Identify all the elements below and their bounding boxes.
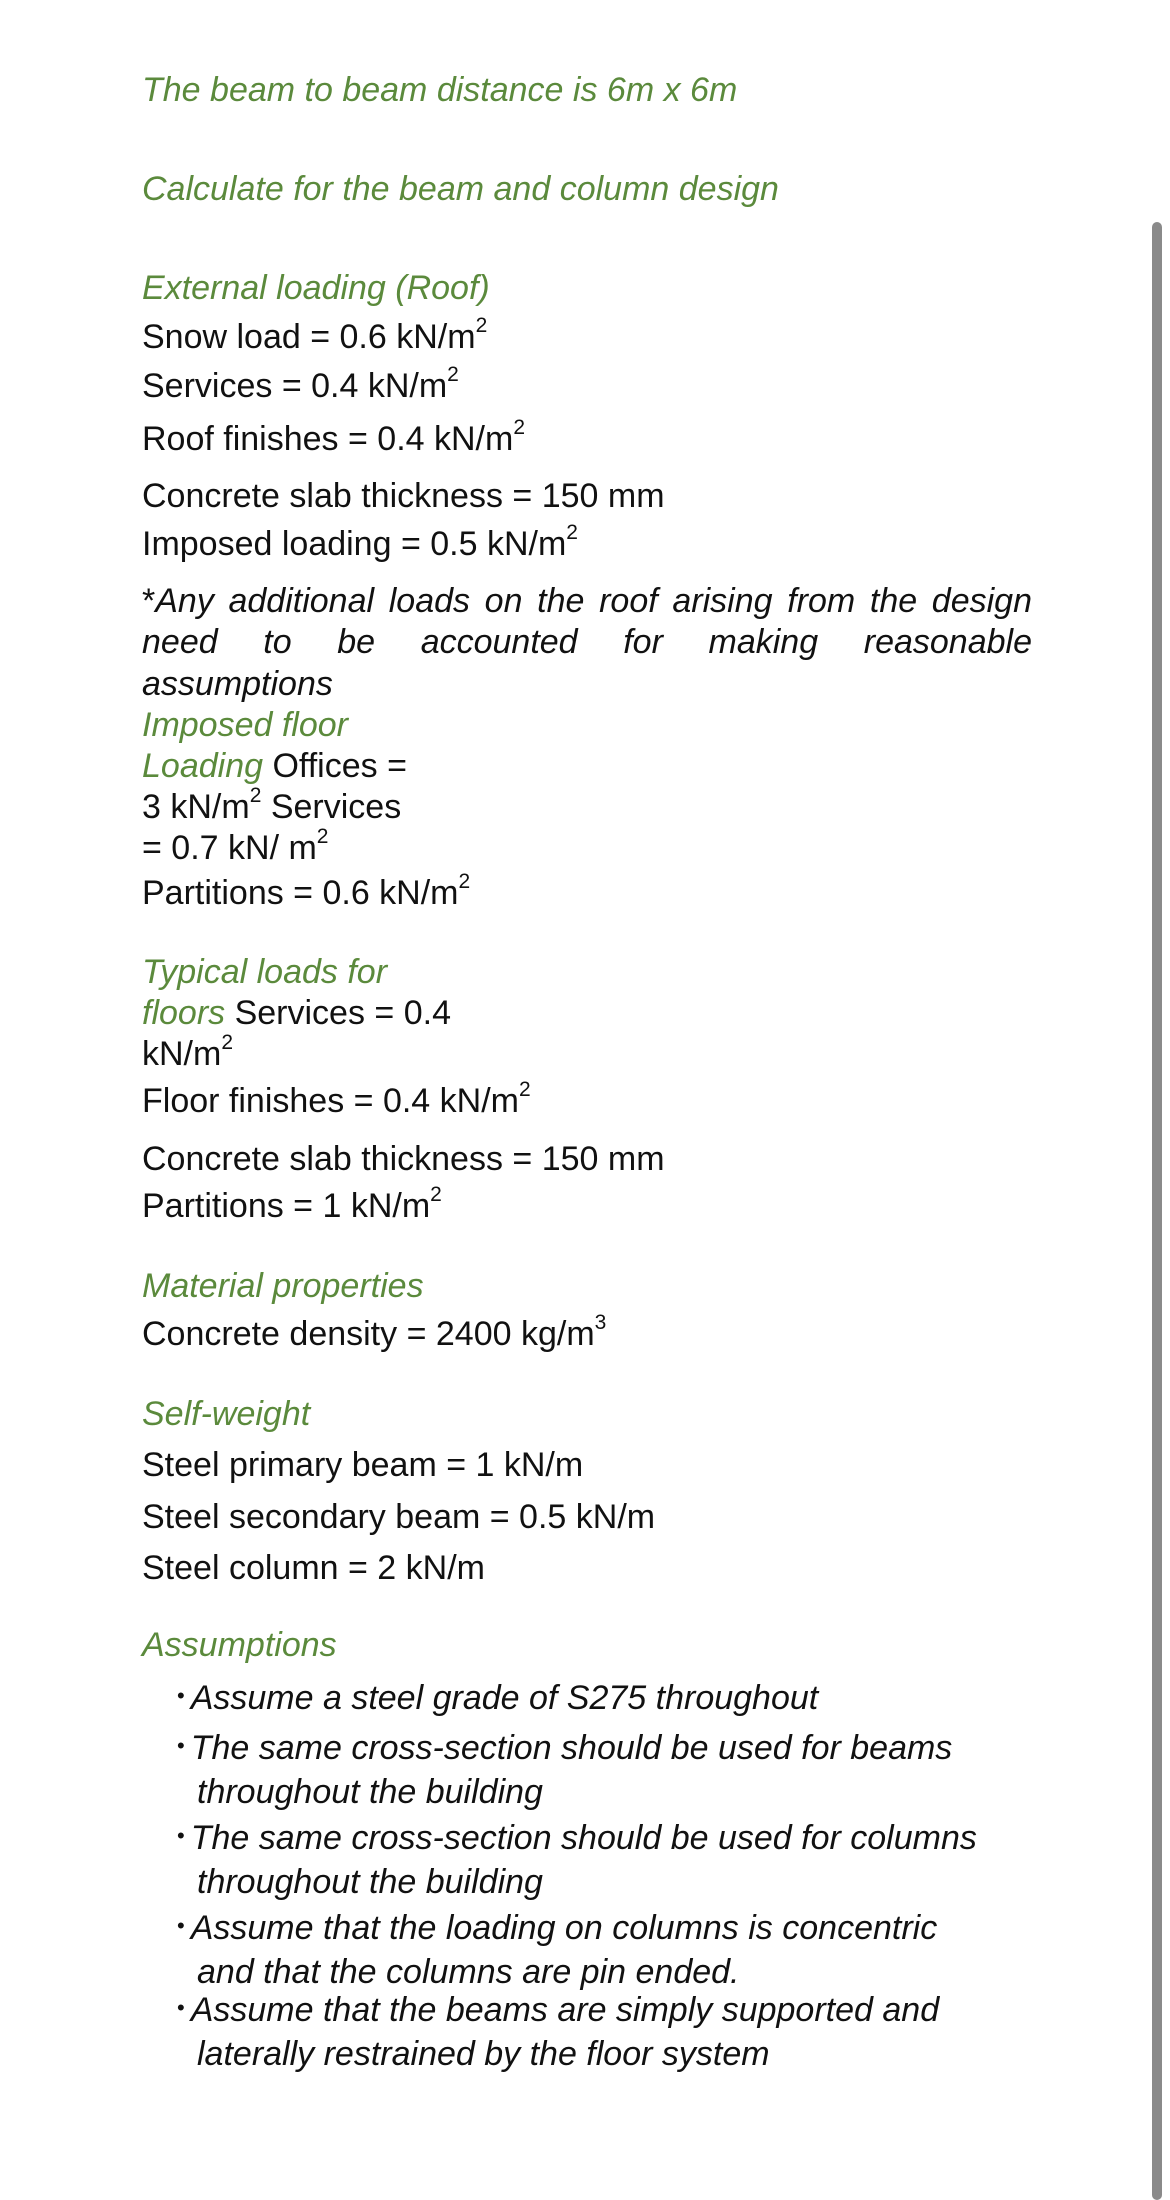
typical-floor-finishes: Floor finishes = 0.4 $kN/m^2$ [142,1077,531,1120]
vertical-scrollbar[interactable] [1152,222,1162,2200]
typical-floor-partitions: Partitions = 1 $kN/m^2$ [142,1182,442,1225]
section-title-imposed-floor: Imposed floor [142,706,348,744]
roof-services: Services = 0.4 $kN/m^2$ [142,362,459,405]
assumption-item: • Assume that the beams are simply supported and laterally restrained by the floor system [177,1991,940,2073]
material-concrete-density: Concrete density = 2400 $kg/m^3$ [142,1310,607,1353]
bullet: • [177,1733,185,1758]
section-title-assumptions: Assumptions [142,1626,337,1664]
typical-floor-services-unit: $kN/m^2$ [142,1030,234,1073]
self-weight-secondary-beam: Steel secondary beam = 0.5 kN/m [142,1498,656,1536]
self-weight-column: Steel column = 2 kN/m [142,1549,485,1587]
roof-finishes: Roof finishes = 0.4 $kN/m^2$ [142,415,526,458]
section-title-material: Material properties [142,1267,424,1305]
bullet: • [177,1995,185,2020]
assumption-item: • The same cross-section should be used for beams throughout the building [177,1729,953,1811]
heading-calculate: Calculate for the beam and column design [142,170,779,208]
roof-slab-thickness: Concrete slab thickness = 150 mm [142,477,665,515]
self-weight-primary-beam: Steel primary beam = 1 kN/m [142,1446,584,1484]
roof-imposed-loading: Imposed loading = 0.5 $kN/m^2$ [142,520,578,563]
imposed-floor-partitions: Partitions = 0.6 $kN/m^2$ [142,869,471,912]
imposed-floor-offices: Loading Offices = [142,747,407,785]
section-title-typical-floors: Typical loads for [142,953,388,991]
assumption-item: • The same cross-section should be used for columns throughout the building [177,1819,977,1901]
roof-note-line2: need to be accounted for making reasonable [142,623,1032,661]
typical-floor-services: floors Services = 0.4 [142,994,451,1032]
section-title-self-weight: Self-weight [142,1395,311,1433]
roof-note-line3: assumptions [142,665,333,703]
roof-note-line1: *Any additional loads on the roof arising from the design [142,582,1032,620]
bullet: • [177,1683,185,1708]
heading-beam-distance: The beam to beam distance is 6m x 6m [142,71,738,109]
imposed-floor-services: 3 $kN/m^2$ Services [142,783,402,826]
section-title-roof: External loading (Roof) [142,269,490,307]
assumption-item: • Assume that the loading on columns is concentric and that the columns are pin ended. [177,1909,938,1991]
assumption-item: • Assume a steel grade of S275 throughout [177,1679,819,1717]
typical-floor-slab-thickness: Concrete slab thickness = 150 mm [142,1140,665,1178]
roof-snow-load: Snow load = 0.6 $kN/m^2$ [142,313,488,356]
bullet: • [177,1913,185,1938]
imposed-floor-services-value: = 0.7 kN/ $m^2$ [142,824,329,867]
bullet: • [177,1823,185,1848]
